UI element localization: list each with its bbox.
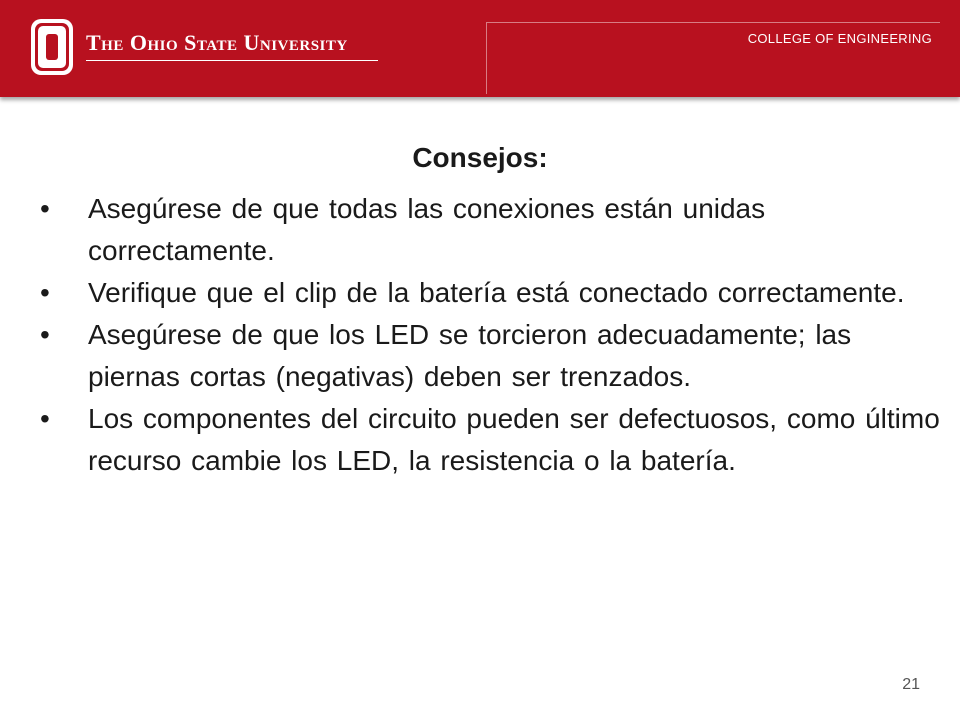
tips-title: Consejos: — [412, 142, 548, 173]
university-name-rule — [86, 60, 378, 61]
tips-list — [40, 188, 940, 482]
tip-text: Asegúrese de que los LED se torcieron adecuadamente; las piernas cortas (negativas) deben ser trenzados. — [88, 319, 852, 392]
tip-item — [40, 188, 940, 272]
tip-text: Los componentes del circuito pueden ser defectuosos, como último recurso cambie los LED, la resistencia o la batería. — [88, 403, 940, 476]
bullet-icon: • — [40, 193, 50, 224]
bullet-icon: • — [40, 403, 50, 434]
college-name: COLLEGE OF ENGINEERING — [747, 31, 932, 46]
tip-item — [40, 314, 940, 398]
header-bar — [0, 0, 960, 97]
page-number: 21 — [902, 676, 920, 693]
tip-item — [40, 272, 940, 314]
university-name — [86, 30, 348, 56]
university-name-text: The Ohio State University — [86, 30, 348, 55]
block-o-logo-icon — [30, 18, 74, 76]
tip-text: Verifique que el clip de la batería está conectado correctamente. — [88, 277, 905, 308]
tip-text: Asegúrese de que todas las conexiones están unidas correctamente. — [88, 193, 766, 266]
bullet-icon: • — [40, 277, 50, 308]
bullet-icon: • — [40, 319, 50, 350]
tip-item — [40, 398, 940, 482]
